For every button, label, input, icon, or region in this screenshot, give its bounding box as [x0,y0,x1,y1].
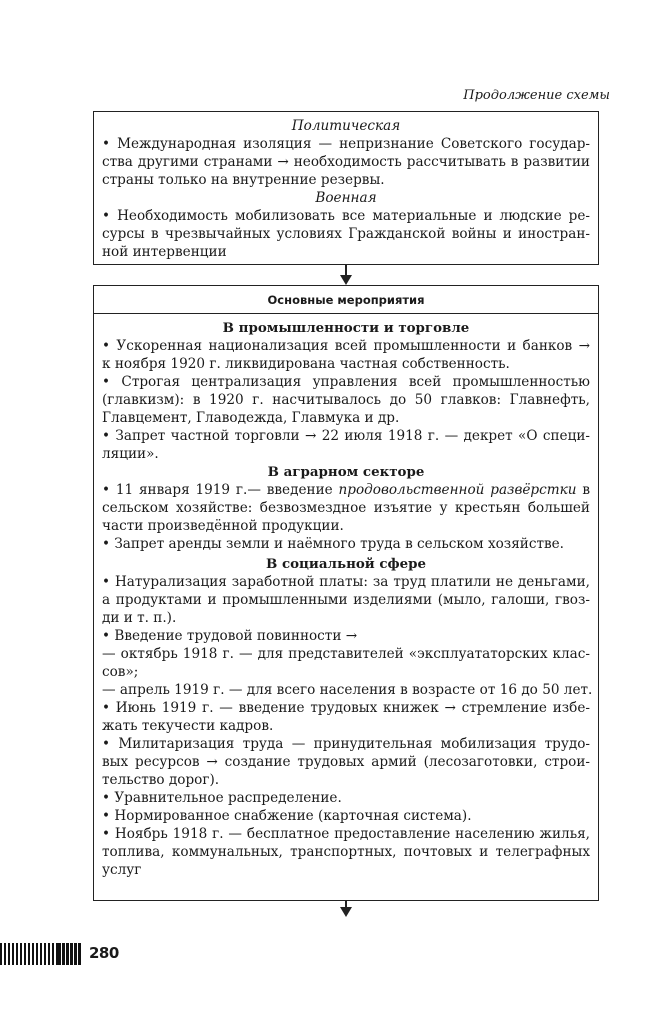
text-line: • Введение трудовой повинности → [102,628,358,644]
political-title: Политическая [291,118,401,134]
text-line: к ноября 1920 г. ликвидирована частная собственность. [102,356,510,372]
military-title: Военная [315,190,377,206]
text-line: • Милитаризация труда — принудительная мобилизация трудо- [102,736,590,752]
text-line: • Ноябрь 1918 г. — бесплатное предоставление населению жилья, [102,826,590,842]
text-line: топлива, коммунальных, транспортных, почтовых и телеграфных [102,844,590,860]
text-line: тельство дорог). [102,772,220,788]
text-line: • Строгая централизация управления всей промышленностью [102,374,590,390]
social-title: В социальной сфере [265,556,427,572]
text-line: вых ресурсов → создание трудовых армий (лесозаготовки, строи- [102,754,590,770]
page-edge-pattern-dense [58,943,81,965]
reasons-box [93,111,599,265]
down-arrow-icon [340,275,352,285]
text-line: части произведённой продукции. [102,518,344,534]
text-line: • Уравнительное распределение. [102,790,342,806]
text-line: страны только на внутренние резервы. [102,172,385,188]
text-line: сурсы в чрезвычайных условиях Гражданской войны и иностран- [102,226,590,242]
text-line: • Международная изоляция — непризнание Советского государ- [102,136,590,152]
text-line: — апрель 1919 г. — для всего населения в возрасте от 16 до 50 лет. [102,682,593,698]
page-number: 280 [89,944,119,962]
text-line: ляции». [102,446,159,462]
down-arrow-icon [340,907,352,917]
measures-box [93,285,599,901]
text-line: Главцемент, Главодежда, Главмука и др. [102,410,400,426]
text-line: жать текучести кадров. [102,718,274,734]
text-line: • Нормированное снабжение (карточная система). [102,808,472,824]
text-line: а продуктами и промышленными изделиями (мыло, галоши, гвоз- [102,592,590,608]
text-line: • Натурализация заработной платы: за труд платили не деньгами, [102,574,590,590]
text-line: — октябрь 1918 г. — для представителей «эксплуататорских клас- [102,646,590,662]
text-line: услуг [102,862,142,878]
text-line: • Июнь 1919 г. — введение трудовых книжек → стремление избе- [102,700,590,716]
text-line [102,481,590,499]
text-line: сов»; [102,664,139,680]
industry-title: В промышленности и торговле [222,320,470,336]
text-line: ди и т. п.). [102,610,177,626]
italic-term: продовольственной развёрстки [338,482,577,498]
text-span: в [576,482,590,498]
text-line: • Ускоренная национализация всей промышленности и банков → [102,338,590,354]
text-line: • Запрет аренды земли и наёмного труда в сельском хозяйстве. [102,536,564,552]
text-line: (главкизм): в 1920 г. насчитывалось до 50 главков: Главнефть, [102,392,590,408]
continuation-label: Продолжение схемы [463,88,610,103]
text-line: • Запрет частной торговли → 22 июля 1918 г. — декрет «О специ- [102,428,590,444]
text-span: • 11 января 1919 г.— введение [102,482,339,498]
text-line: ной интервенции [102,244,227,260]
text-line: сельском хозяйстве: безвозмездное изъятие у крестьян большей [102,500,590,516]
text-line: • Необходимость мобилизовать все материальные и людские ре- [102,208,590,224]
text-line: ства другими странами → необходимость рассчитывать в развитии [102,154,590,170]
measures-title: Основные мероприятия [94,286,598,314]
agrarian-title: В аграрном секторе [267,464,425,480]
